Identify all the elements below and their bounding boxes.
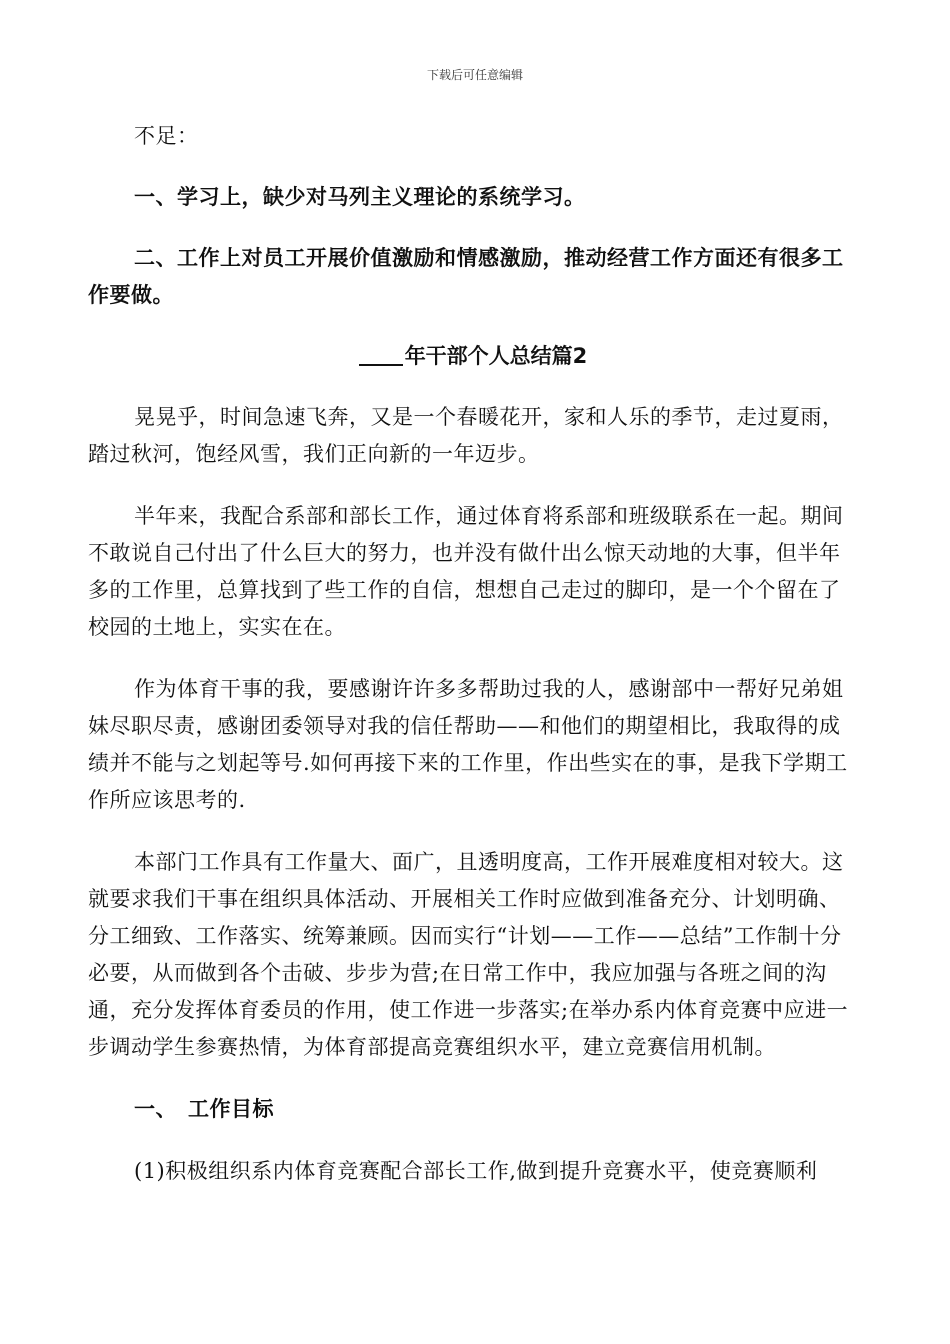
section-title — [88, 338, 858, 375]
paragraph-4: 本部门工作具有工作量大、面广，且透明度高，工作开展难度相对较大。这就要求我们干事在组织具体活动、开展相关工作时应做到准备充分、计划明确、分工细致、工作落实、统筹兼顾。因而实行“计划——工作——总结”工作制十分必要，从而做到各个击破、步步为营;在日常工作中，我应加强与各班之间的沟通，充分发挥体育委员的作用，使工作进一步落实;在举办系内体育竞赛中应进一步调动学生参赛热情，为体育部提高竞赛组织水平，建立竞赛信用机制。 — [88, 850, 849, 1059]
shortcoming-item-1: 一、学习上，缺少对马列主义理论的系统学习。 — [134, 185, 586, 209]
paragraph-5: (1)积极组织系内体育竞赛配合部长工作,做到提升竞赛水平，使竞赛顺利 — [134, 1159, 818, 1183]
document-body — [88, 118, 858, 1190]
paragraph-2: 半年来，我配合系部和部长工作，通过体育将系部和班级联系在一起。期间不敢说自己付出了什么巨大的努力，也并没有做什出么惊天动地的大事，但半年多的工作里，总算找到了些工作的自信，想想自己走过的脚印，是一个个留在了校园的土地上，实实在在。 — [88, 504, 844, 639]
paragraph-1: 晃晃乎，时间急速飞奔，又是一个春暖花开，家和人乐的季节，走过夏雨，踏过秋河，饱经风雪，我们正向新的一年迈步。 — [88, 405, 844, 466]
shortcoming-item-2: 二、工作上对员工开展价值激励和情感激励，推动经营工作方面还有很多工作要做。 — [88, 246, 844, 307]
page-header: 下载后可任意编辑 — [426, 68, 523, 82]
section-title-text: 年干部个人总结篇2 — [404, 344, 588, 368]
subheading-goals: 一、 工作目标 — [134, 1097, 274, 1121]
paragraph-3: 作为体育干事的我，要感谢许许多多帮助过我的人，感谢部中一帮好兄弟姐妹尽职尽责，感谢团委领导对我的信任帮助——和他们的期望相比，我取得的成绩并不能与之划起等号.如何再接下来的工作里，作出些实在的事，是我下学期工作所应该思考的. — [88, 677, 848, 812]
shortcomings-label: 不足： — [134, 124, 199, 148]
title-blank-line — [359, 342, 403, 366]
